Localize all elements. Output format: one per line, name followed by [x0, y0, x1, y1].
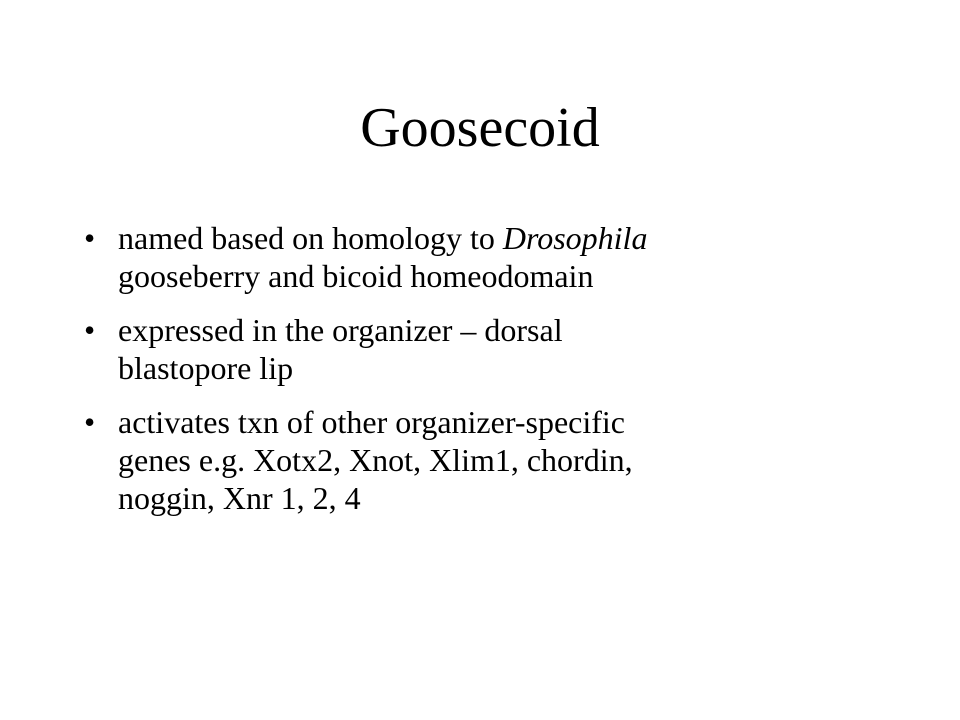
- bullet-list: [84, 219, 884, 533]
- bullet-item-activation: [84, 403, 884, 517]
- bullet-line: expressed in the organizer – dorsal: [118, 312, 563, 348]
- bullet-line: gooseberry and bicoid homeodomain: [118, 258, 594, 294]
- bullet-dot-icon: •: [84, 220, 96, 256]
- bullet-dot-icon: •: [84, 312, 96, 348]
- bullet-item-homology: [84, 219, 884, 295]
- bullet-dot-icon: •: [84, 404, 96, 440]
- slide-title: Goosecoid: [360, 97, 600, 159]
- bullet-line: genes e.g. Xotx2, Xnot, Xlim1, chordin,: [118, 442, 633, 478]
- bullet-line: noggin, Xnr 1, 2, 4: [118, 480, 361, 516]
- bullet-line: activates txn of other organizer-specific: [118, 404, 625, 440]
- bullet-text: named based on homology to: [118, 220, 503, 256]
- species-name: Drosophila: [502, 220, 648, 256]
- bullet-line: [118, 219, 884, 257]
- bullet-line: blastopore lip: [118, 350, 294, 386]
- bullet-item-expression: [84, 311, 884, 387]
